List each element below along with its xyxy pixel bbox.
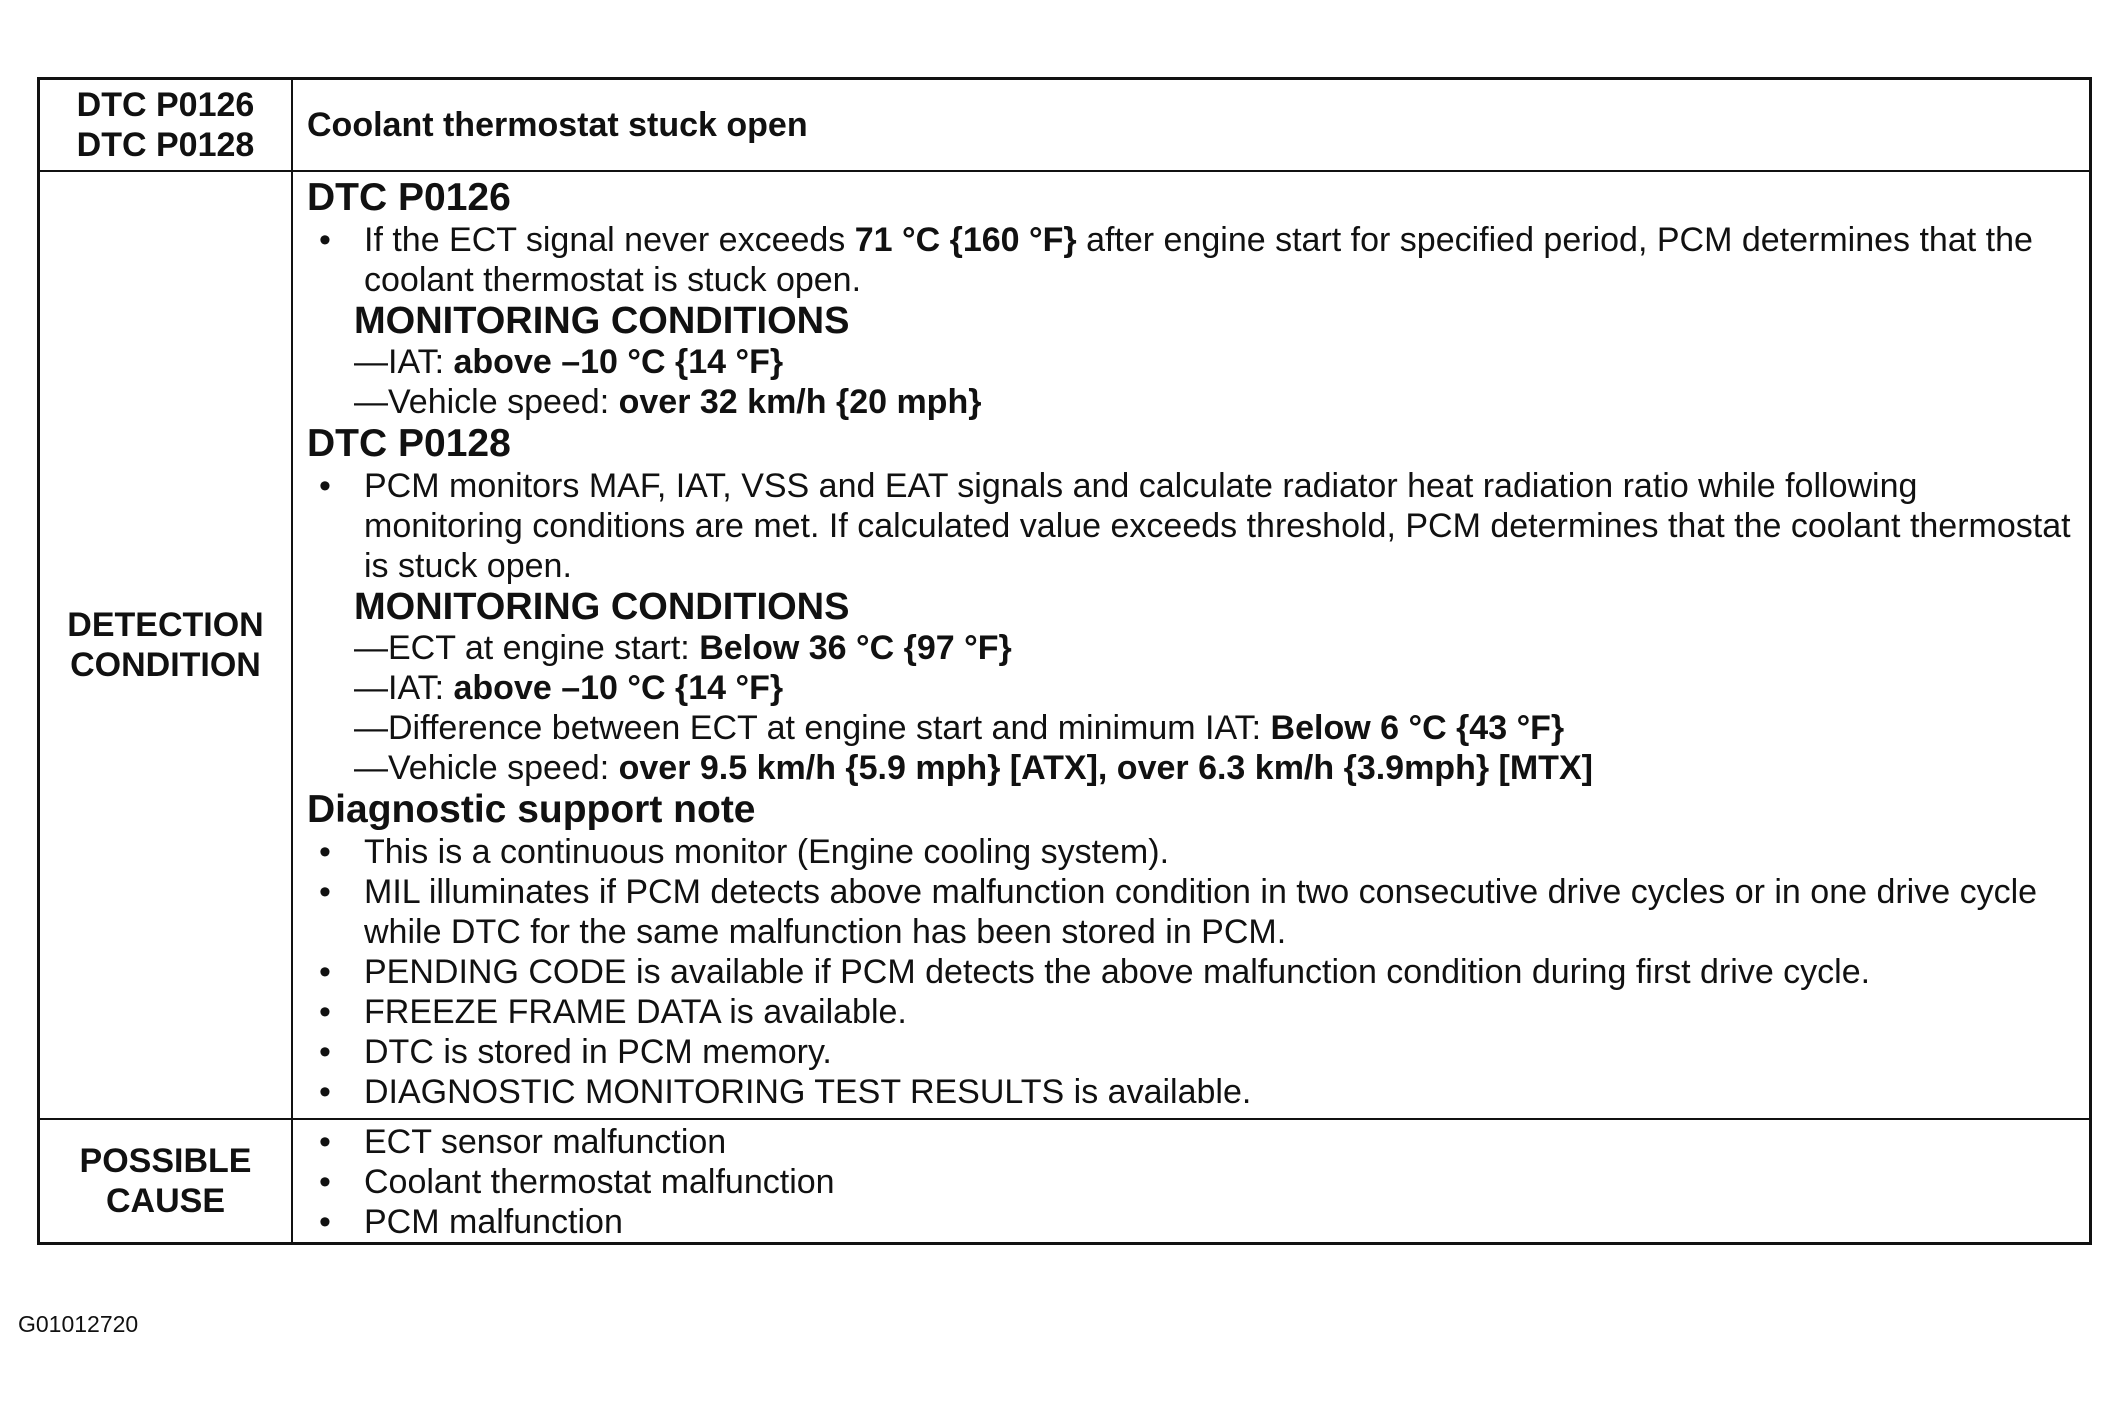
support-note-item: • FREEZE FRAME DATA is available. <box>307 992 2075 1032</box>
header-row <box>40 80 2089 170</box>
cause-item: • ECT sensor malfunction <box>307 1122 2075 1162</box>
support-note-item: • This is a continuous monitor (Engine cooling system). <box>307 832 2075 872</box>
cause-label-cell <box>40 1120 293 1242</box>
support-note-item: • PENDING CODE is available if PCM detects the above malfunction condition during first drive cycle. <box>307 952 2075 992</box>
support-note-item: • MIL illuminates if PCM detects above malfunction condition in two consecutive drive cycles or in one drive cycle while DTC for the same malfunction has been stored in PCM. <box>307 872 2075 952</box>
monitoring-condition: — Vehicle speed: over 9.5 km/h {5.9 mph} [ATX], over 6.3 km/h {3.9mph} [MTX] <box>307 748 2075 788</box>
p0126-description: • If the ECT signal never exceeds 71 °C {160 °F} after engine start for specified period, PCM determines that the coolant thermostat is stuck open. <box>307 220 2075 300</box>
dtc-title: Coolant thermostat stuck open <box>307 106 808 144</box>
cause-content-cell <box>293 1120 2089 1242</box>
monitoring-condition: — Vehicle speed: over 32 km/h {20 mph} <box>307 382 2075 422</box>
dtc-code: DTC P0128 <box>76 126 255 164</box>
p0128-description: • PCM monitors MAF, IAT, VSS and EAT signals and calculate radiator heat radiation ratio while following monitoring conditions are met. If calculated value exceeds threshold, PCM determines that the coolant thermostat is stuck open. <box>307 466 2075 586</box>
dtc-title-cell <box>293 80 2089 170</box>
cause-list <box>307 1122 2075 1242</box>
monitoring-condition: — IAT: above –10 °C {14 °F} <box>307 668 2075 708</box>
detection-label: CONDITION <box>70 646 261 684</box>
detection-content-cell <box>293 172 2089 1118</box>
support-note-heading: Diagnostic support note <box>307 788 756 831</box>
monitoring-condition: — IAT: above –10 °C {14 °F} <box>307 342 2075 382</box>
dtc-codes-cell <box>40 80 293 170</box>
support-note-item: • DIAGNOSTIC MONITORING TEST RESULTS is available. <box>307 1072 2075 1112</box>
dtc-table <box>37 77 2092 1245</box>
cause-item: • PCM malfunction <box>307 1202 2075 1242</box>
cause-label: CAUSE <box>105 1182 226 1220</box>
dtc-code: DTC P0126 <box>76 86 255 124</box>
p0126-heading: DTC P0126 <box>307 176 511 219</box>
p0128-heading: DTC P0128 <box>307 422 511 465</box>
cause-label: POSSIBLE <box>79 1142 252 1180</box>
p0128-monitoring-heading: MONITORING CONDITIONS <box>354 586 850 628</box>
detection-label: DETECTION <box>67 606 264 644</box>
support-note-list <box>307 832 2075 1112</box>
p0126-monitoring-heading: MONITORING CONDITIONS <box>354 300 850 342</box>
monitoring-condition: — Difference between ECT at engine start and minimum IAT: Below 6 °C {43 °F} <box>307 708 2075 748</box>
possible-cause-row <box>40 1118 2089 1242</box>
cause-item: • Coolant thermostat malfunction <box>307 1162 2075 1202</box>
detection-label-cell <box>40 172 293 1118</box>
support-note-item: • DTC is stored in PCM memory. <box>307 1032 2075 1072</box>
figure-code: G01012720 <box>18 1311 139 1337</box>
detection-condition-row <box>40 170 2089 1118</box>
monitoring-condition: — ECT at engine start: Below 36 °C {97 °F} <box>307 628 2075 668</box>
